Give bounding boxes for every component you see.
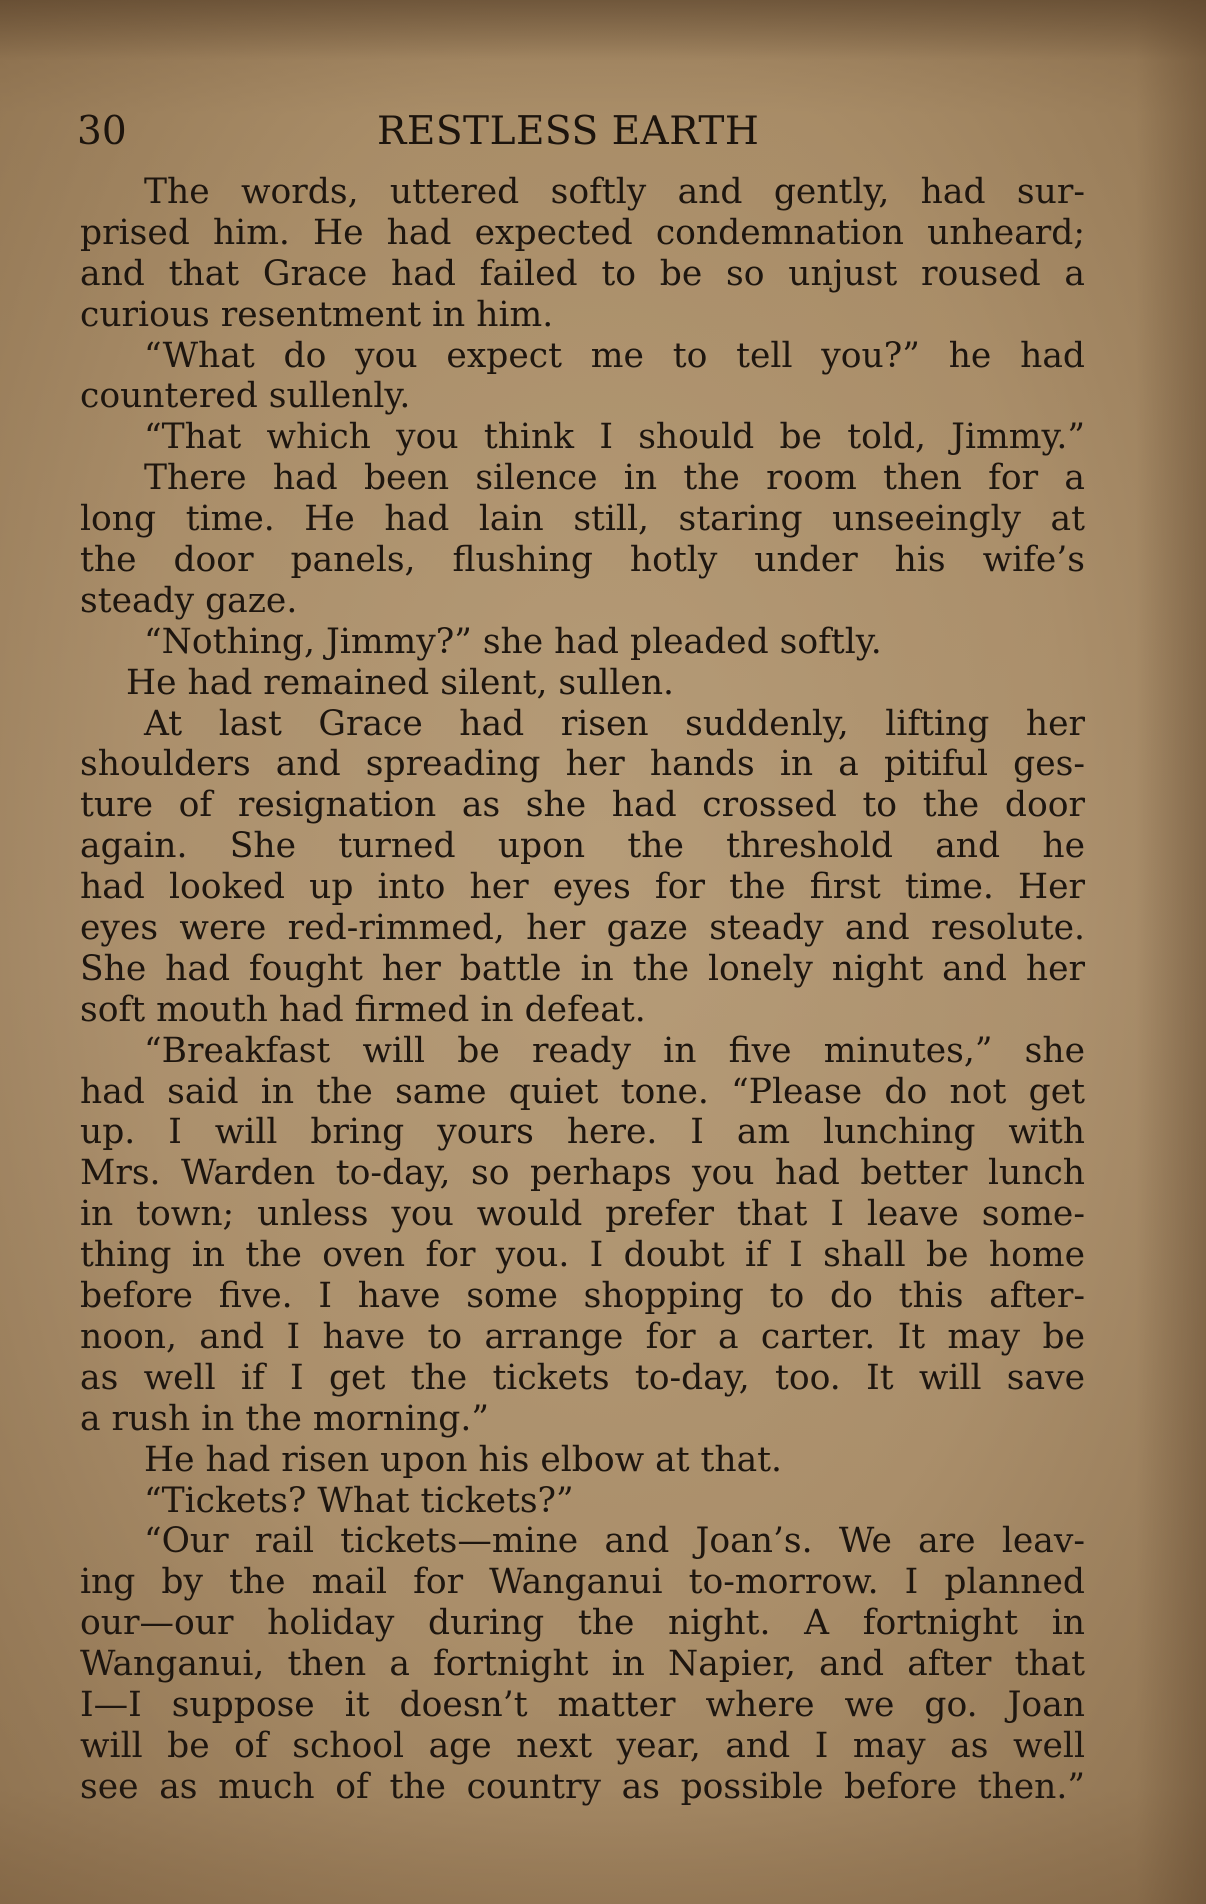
text-line: eyes were red-rimmed, her gaze steady and resolute. [80, 908, 1085, 949]
text-line: and that Grace had failed to be so unjust roused a [80, 253, 1085, 294]
text-line: see as much of the country as possible before then.” [80, 1766, 1085, 1807]
text-line: soft mouth had firmed in defeat. [80, 989, 646, 1030]
text-line: She had fought her battle in the lonely night and her [80, 948, 1085, 989]
text-line: He had risen upon his elbow at that. [144, 1439, 783, 1480]
text-line: noon, and I have to arrange for a carter. It may be [80, 1316, 1085, 1357]
text-line: At last Grace had risen suddenly, lifting her [144, 703, 1085, 744]
text-line: as well if I get the tickets to-day, too. It will save [80, 1357, 1085, 1398]
text-line: shoulders and spreading her hands in a pitiful ges- [80, 744, 1085, 785]
text-line: I—I suppose it doesn’t matter where we go. Joan [80, 1684, 1085, 1725]
text-line: ing by the mail for Wanganui to-morrow. I planned [80, 1562, 1085, 1603]
text-line: steady gaze. [80, 580, 298, 621]
text-line: up. I will bring yours here. I am lunching with [80, 1112, 1085, 1153]
text-line: had said in the same quiet tone. “Please do not get [80, 1071, 1085, 1112]
text-line: “Nothing, Jimmy?” she had pleaded softly. [144, 621, 882, 662]
text-line: The words, uttered softly and gently, had sur- [144, 172, 1085, 212]
text-line: “Tickets? What tickets?” [144, 1480, 574, 1521]
text-line: ture of resignation as she had crossed to the door [80, 785, 1085, 826]
text-line: “That which you think I should be told, Jimmy.” [144, 417, 1085, 458]
text-line: curious resentment in him. [80, 294, 554, 335]
text-line: thing in the oven for you. I doubt if I shall be home [80, 1235, 1085, 1276]
text-line: There had been silence in the room then for a [144, 458, 1085, 499]
text-line: “Our rail tickets—mine and Joan’s. We are leav- [144, 1521, 1085, 1562]
text-line: Mrs. Warden to-day, so perhaps you had better lunch [80, 1153, 1085, 1194]
text-line: He had remained silent, sullen. [126, 662, 675, 703]
text-line: countered sullenly. [80, 376, 411, 417]
text-line: a rush in the morning.” [80, 1398, 489, 1439]
text-line: in town; unless you would prefer that I leave some- [80, 1194, 1085, 1235]
text-line: will be of school age next year, and I may as well [80, 1725, 1085, 1766]
text-line: before five. I have some shopping to do this after- [80, 1276, 1085, 1317]
text-line: prised him. He had expected condemnation unheard; [80, 212, 1085, 253]
body-text [80, 172, 1085, 1808]
text-line: again. She turned upon the threshold and he [80, 826, 1085, 867]
text-line: had looked up into her eyes for the first time. Her [80, 867, 1085, 908]
text-line: the door panels, flushing hotly under his wife’s [80, 540, 1085, 581]
running-head [77, 104, 1087, 160]
text-line: our—our holiday during the night. A fortnight in [80, 1603, 1085, 1644]
running-title: RESTLESS EARTH [377, 109, 760, 154]
page-number: 30 [77, 109, 127, 154]
text-line: Wanganui, then a fortnight in Napier, and after that [80, 1644, 1085, 1685]
text-line: “Breakfast will be ready in five minutes,” she [144, 1030, 1085, 1071]
text-line: long time. He had lain still, staring unseeingly at [80, 499, 1085, 540]
text-line: “What do you expect me to tell you?” he had [144, 335, 1085, 376]
